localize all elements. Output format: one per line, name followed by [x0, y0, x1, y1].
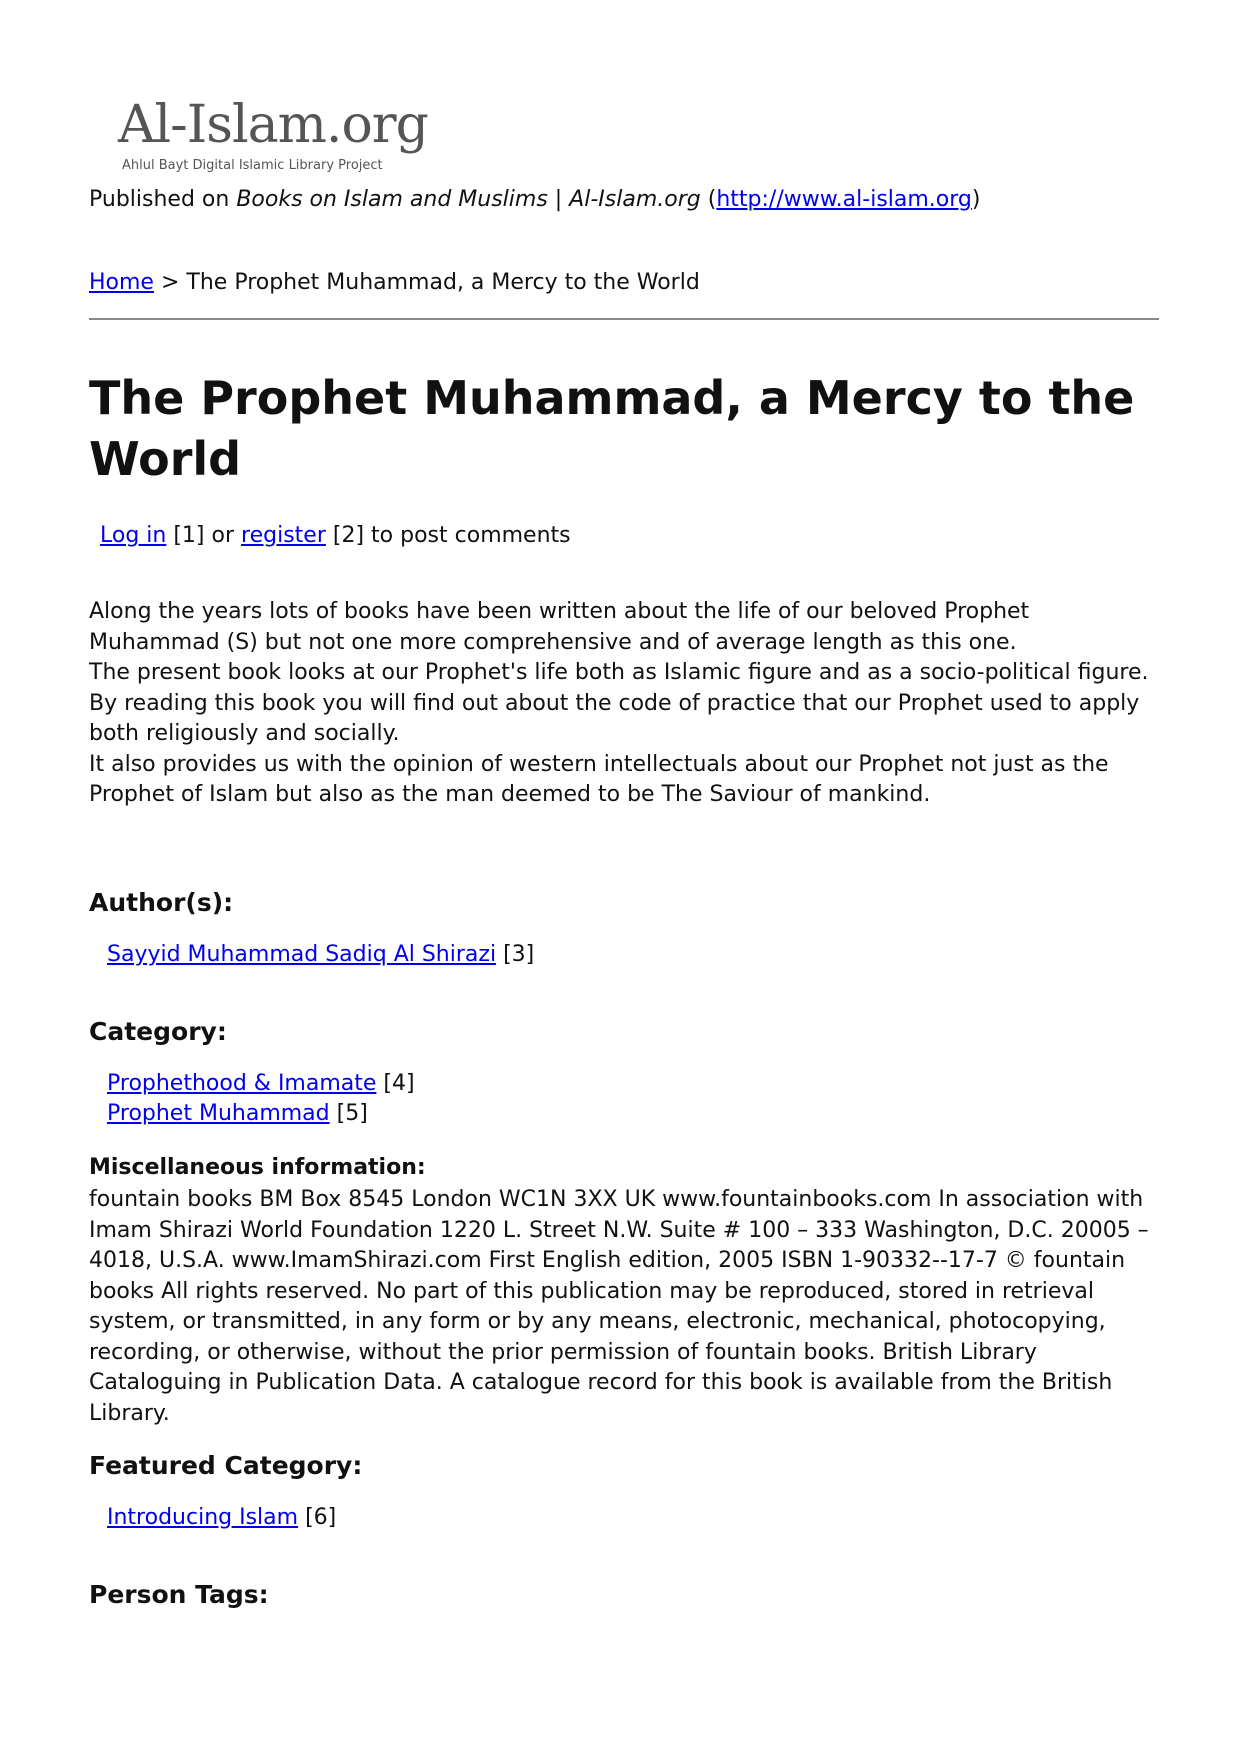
- page-title: The Prophet Muhammad, a Mercy to the World: [89, 371, 1135, 486]
- register-ref: [2]: [332, 523, 365, 548]
- misc-heading: Miscellaneous information:: [89, 1155, 426, 1180]
- site-logo: [118, 92, 478, 178]
- published-site: Books on Islam and Muslims | Al-Islam.org: [236, 187, 701, 212]
- description-paragraph: It also provides us with the opinion of western intellectuals about our Prophet not just as the Prophet of Islam but also as the man deemed to be The Saviour of mankind.: [89, 751, 1109, 807]
- breadcrumb-home-link[interactable]: Home: [89, 270, 154, 295]
- published-close-paren: ): [971, 187, 981, 212]
- featured-category-heading: Featured Category:: [89, 1451, 363, 1480]
- featured-category-item: [107, 1505, 336, 1530]
- author-link[interactable]: Sayyid Muhammad Sadiq Al Shirazi: [107, 942, 497, 967]
- logo-tagline: Ahlul Bayt Digital Islamic Library Project: [122, 158, 383, 173]
- person-tags-heading: Person Tags:: [89, 1580, 269, 1609]
- category-ref: [4]: [383, 1071, 415, 1096]
- login-ref: [1]: [173, 523, 205, 548]
- misc-text: fountain books BM Box 8545 London WC1N 3XX UK www.fountainbooks.com In association with Imam Shirazi World Foundation 1220 L. Street N.W. Suite # 100 – 333 Washington, D.C. 20005 – 4018, U.S.A. www.ImamShirazi.com First English edition, 2005 ISBN 1-90332--17-7 © fountain books All rights reserved. No part of this publication may be reproduced, stored in retrieval system, or transmitted, in any form or by any means, electronic, mechanical, photocopying, recording, or otherwise, without the prior permission of fountain books. British Library Cataloguing in Publication Data. A catalogue record for this book is available from the British Library.: [89, 1187, 1149, 1426]
- author-ref: [3]: [503, 942, 535, 967]
- published-on: [89, 187, 980, 212]
- register-link[interactable]: register: [241, 523, 326, 548]
- breadcrumb-current: The Prophet Muhammad, a Mercy to the World: [186, 270, 700, 295]
- description-paragraph: By reading this book you will find out about the code of practice that our Prophet used to apply both religiously and socially.: [89, 690, 1140, 746]
- published-url-link[interactable]: http://www.al-islam.org: [716, 187, 972, 212]
- category-ref: [5]: [336, 1101, 368, 1126]
- logo-wordmark: Al-Islam.org: [118, 95, 428, 155]
- breadcrumb: [89, 270, 700, 295]
- published-open-paren: (: [707, 187, 717, 212]
- authors-heading: Author(s):: [89, 888, 234, 917]
- category-heading: Category:: [89, 1017, 227, 1046]
- category-item: [107, 1101, 368, 1126]
- login-link[interactable]: Log in: [100, 523, 167, 548]
- category-item: [107, 1071, 415, 1096]
- author-item: [107, 942, 534, 967]
- breadcrumb-separator: >: [160, 270, 180, 295]
- category-link-prophethood-imamate[interactable]: Prophethood & Imamate: [107, 1071, 377, 1096]
- description-paragraph: Along the years lots of books have been written about the life of our beloved Prophet Muhammad (S) but not one more comprehensive and of average length as this one.: [89, 599, 1030, 655]
- comment-login-notice: [100, 523, 571, 548]
- description-paragraph: The present book looks at our Prophet's life both as Islamic figure and as a socio-political figure.: [89, 660, 1149, 685]
- login-suffix: to post comments: [371, 523, 571, 548]
- published-prefix: Published on: [89, 187, 230, 212]
- featured-category-link[interactable]: Introducing Islam: [107, 1505, 299, 1530]
- category-link-prophet-muhammad[interactable]: Prophet Muhammad: [107, 1101, 330, 1126]
- header-divider: [89, 318, 1159, 320]
- login-or: or: [211, 523, 235, 548]
- book-description: [89, 597, 1164, 811]
- featured-category-ref: [6]: [305, 1505, 337, 1530]
